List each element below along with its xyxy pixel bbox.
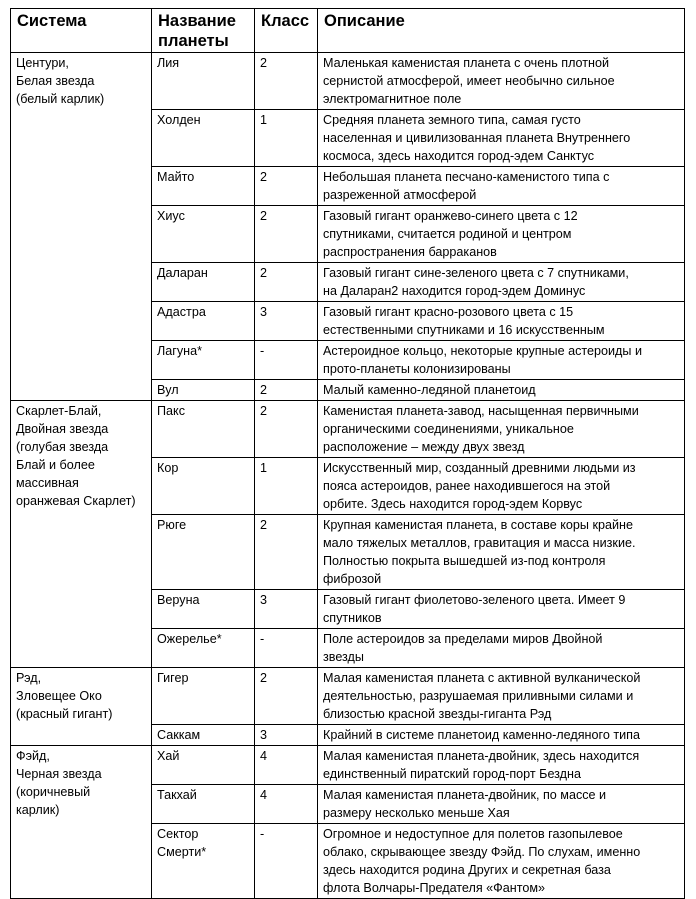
planet-description-cell bbox=[318, 53, 685, 110]
system-line: Блай и более bbox=[16, 458, 95, 472]
system-line: Двойная звезда bbox=[16, 422, 109, 436]
description-line: Малая каменистая планета с активной вулканической bbox=[323, 671, 641, 685]
planet-name: Холден bbox=[157, 113, 201, 127]
planet-name-cell bbox=[152, 380, 255, 401]
planet-name-cell bbox=[152, 458, 255, 515]
planet-class-cell: 2 bbox=[255, 401, 318, 458]
planet-class-cell: 4 bbox=[255, 746, 318, 785]
description-line: спутников bbox=[323, 611, 382, 625]
planet-name: Рюге bbox=[157, 518, 187, 532]
planet-description-cell bbox=[318, 746, 685, 785]
planet-description-cell bbox=[318, 167, 685, 206]
planet-class-cell: 3 bbox=[255, 590, 318, 629]
system-cell bbox=[11, 401, 152, 668]
planet-name-cell bbox=[152, 824, 255, 899]
system-line: Фэйд, bbox=[16, 749, 50, 763]
planet-name-cell bbox=[152, 302, 255, 341]
system-line: оранжевая Скарлет) bbox=[16, 494, 136, 508]
planet-class-cell: 3 bbox=[255, 725, 318, 746]
planet-description-cell bbox=[318, 785, 685, 824]
planet-class-cell: - bbox=[255, 824, 318, 899]
planet-name: Саккам bbox=[157, 728, 201, 742]
planet-description-cell bbox=[318, 629, 685, 668]
description-line: Газовый гигант красно-розового цвета с 15 bbox=[323, 305, 574, 319]
planet-name: Такхай bbox=[157, 788, 197, 802]
system-cell bbox=[11, 668, 152, 746]
planet-class-cell: - bbox=[255, 629, 318, 668]
description-line: распространения барраканов bbox=[323, 245, 497, 259]
header-row bbox=[11, 9, 685, 53]
description-line: облако, скрывающее звезду Фэйд. По слухам, именно bbox=[323, 845, 641, 859]
description-line: близостью красной звезды-гиганта Рэд bbox=[323, 707, 552, 721]
description-line: космоса, здесь находится город-эдем Санктус bbox=[323, 149, 595, 163]
description-line: на Даларан2 находится город-эдем Доминус bbox=[323, 284, 586, 298]
system-line: (коричневый bbox=[16, 785, 91, 799]
planet-name: Кор bbox=[157, 461, 179, 475]
planet-name-cell bbox=[152, 263, 255, 302]
system-line: (белый карлик) bbox=[16, 92, 105, 106]
system-line: (голубая звезда bbox=[16, 440, 109, 454]
system-line: Центури, bbox=[16, 56, 69, 70]
description-line: Средняя планета земного типа, самая густо bbox=[323, 113, 581, 127]
planet-name: Лагуна* bbox=[157, 344, 203, 358]
planet-name-cell bbox=[152, 110, 255, 167]
planet-name-cell bbox=[152, 725, 255, 746]
table-row bbox=[11, 668, 685, 725]
planet-description-cell bbox=[318, 263, 685, 302]
description-line: расположение – между двух звезд bbox=[323, 440, 525, 454]
system-line: (красный гигант) bbox=[16, 707, 113, 721]
planet-class-cell: 2 bbox=[255, 380, 318, 401]
description-line: Каменистая планета-завод, насыщенная первичными bbox=[323, 404, 639, 418]
description-line: Газовый гигант фиолетово-зеленого цвета. Имеет 9 bbox=[323, 593, 626, 607]
description-line: мало тяжелых металлов, гравитация и масса низкие. bbox=[323, 536, 636, 550]
planet-description-cell bbox=[318, 206, 685, 263]
planet-name: Адастра bbox=[157, 305, 206, 319]
description-line: Маленькая каменистая планета с очень плотной bbox=[323, 56, 610, 70]
planets-table bbox=[10, 8, 685, 899]
description-line: органическими соединениями, уникальное bbox=[323, 422, 574, 436]
table-row bbox=[11, 53, 685, 110]
description-line: звезды bbox=[323, 650, 364, 664]
planet-name-cell bbox=[152, 785, 255, 824]
planet-class-cell: 2 bbox=[255, 515, 318, 590]
description-line: пояса астероидов, ранее находившегося на этой bbox=[323, 479, 611, 493]
planet-class-cell: 3 bbox=[255, 302, 318, 341]
description-line: Небольшая планета песчано-каменистого типа с bbox=[323, 170, 610, 184]
header-planet-name bbox=[152, 9, 255, 53]
planet-name-cell bbox=[152, 668, 255, 725]
table-body bbox=[11, 53, 685, 899]
system-cell bbox=[11, 746, 152, 899]
description-line: флота Волчары-Предателя «Фантом» bbox=[323, 881, 546, 895]
description-line: разреженной атмосферой bbox=[323, 188, 477, 202]
header-planet-line1: Название bbox=[158, 12, 236, 30]
description-line: Малый каменно-ледяной планетоид bbox=[323, 383, 536, 397]
description-line: единственный пиратский город-порт Бездна bbox=[323, 767, 581, 781]
header-class: Класс bbox=[255, 9, 318, 53]
description-line: размеру несколько меньше Хая bbox=[323, 806, 510, 820]
planet-name-cell bbox=[152, 206, 255, 263]
description-line: Огромное и недоступное для полетов газопылевое bbox=[323, 827, 623, 841]
planet-name: Пакс bbox=[157, 404, 186, 418]
planet-name: Вул bbox=[157, 383, 179, 397]
description-line: Малая каменистая планета-двойник, здесь находится bbox=[323, 749, 640, 763]
header-system: Система bbox=[11, 9, 152, 53]
description-line: Астероидное кольцо, некоторые крупные астероиды и bbox=[323, 344, 642, 358]
planet-class-cell: 2 bbox=[255, 206, 318, 263]
planet-name: Сектор bbox=[157, 827, 199, 841]
system-line: Зловещее Око bbox=[16, 689, 102, 703]
system-cell bbox=[11, 53, 152, 401]
planet-description-cell bbox=[318, 590, 685, 629]
planet-name-cell bbox=[152, 629, 255, 668]
planet-description-cell bbox=[318, 668, 685, 725]
planet-description-cell bbox=[318, 341, 685, 380]
system-line: Рэд, bbox=[16, 671, 42, 685]
planet-name-cell bbox=[152, 167, 255, 206]
planet-name: Хиус bbox=[157, 209, 185, 223]
planet-description-cell bbox=[318, 515, 685, 590]
description-line: прото-планеты колонизированы bbox=[323, 362, 511, 376]
planet-name-cell bbox=[152, 515, 255, 590]
description-line: Искусственный мир, созданный древними людьми из bbox=[323, 461, 636, 475]
planet-class-cell: 2 bbox=[255, 53, 318, 110]
description-line: населенная и цивилизованная планета Внутреннего bbox=[323, 131, 631, 145]
description-line: Крайний в системе планетоид каменно-ледяного типа bbox=[323, 728, 640, 742]
description-line: спутниками, считается родиной и центром bbox=[323, 227, 572, 241]
header-planet-line2: планеты bbox=[158, 32, 229, 50]
description-line: Газовый гигант оранжево-синего цвета с 12 bbox=[323, 209, 578, 223]
planet-description-cell bbox=[318, 458, 685, 515]
planet-class-cell: 1 bbox=[255, 110, 318, 167]
description-line: Полностью покрыта вышедшей из-под контроля bbox=[323, 554, 606, 568]
planet-class-cell: 4 bbox=[255, 785, 318, 824]
planet-name: Хай bbox=[157, 749, 180, 763]
description-line: Газовый гигант сине-зеленого цвета с 7 спутниками, bbox=[323, 266, 629, 280]
system-line: Скарлет-Блай, bbox=[16, 404, 102, 418]
planet-name: Гигер bbox=[157, 671, 189, 685]
planet-name-cell bbox=[152, 590, 255, 629]
planet-name: Смерти* bbox=[157, 845, 207, 859]
system-line: Белая звезда bbox=[16, 74, 95, 88]
description-line: электромагнитное поле bbox=[323, 92, 462, 106]
planet-class-cell: 1 bbox=[255, 458, 318, 515]
description-line: фиброзой bbox=[323, 572, 382, 586]
planet-description-cell bbox=[318, 824, 685, 899]
description-line: Крупная каменистая планета, в составе коры крайне bbox=[323, 518, 633, 532]
planet-class-cell: 2 bbox=[255, 668, 318, 725]
description-line: деятельностью, разрушаемая приливными силами и bbox=[323, 689, 634, 703]
system-line: Черная звезда bbox=[16, 767, 102, 781]
planet-description-cell bbox=[318, 302, 685, 341]
planet-name: Веруна bbox=[157, 593, 200, 607]
planet-name: Майто bbox=[157, 170, 195, 184]
planet-name-cell bbox=[152, 53, 255, 110]
planet-description-cell bbox=[318, 380, 685, 401]
planet-name: Даларан bbox=[157, 266, 208, 280]
system-line: карлик) bbox=[16, 803, 60, 817]
planet-name-cell bbox=[152, 746, 255, 785]
planet-description-cell bbox=[318, 110, 685, 167]
table-row bbox=[11, 746, 685, 785]
description-line: здесь находится родина Других и секретная база bbox=[323, 863, 611, 877]
description-line: орбите. Здесь находится город-эдем Корвус bbox=[323, 497, 583, 511]
description-line: сернистой атмосферой, имеет необычно сильное bbox=[323, 74, 615, 88]
planet-class-cell: 2 bbox=[255, 167, 318, 206]
description-line: Поле астероидов за пределами миров Двойной bbox=[323, 632, 603, 646]
planet-description-cell bbox=[318, 401, 685, 458]
planet-description-cell bbox=[318, 725, 685, 746]
planet-class-cell: 2 bbox=[255, 263, 318, 302]
system-line: массивная bbox=[16, 476, 79, 490]
header-description: Описание bbox=[318, 9, 685, 53]
planet-class-cell: - bbox=[255, 341, 318, 380]
description-line: естественными спутниками и 16 искусственным bbox=[323, 323, 605, 337]
description-line: Малая каменистая планета-двойник, по массе и bbox=[323, 788, 607, 802]
table-row bbox=[11, 401, 685, 458]
planet-name-cell bbox=[152, 341, 255, 380]
planet-name: Лия bbox=[157, 56, 180, 70]
planet-name-cell bbox=[152, 401, 255, 458]
planet-name: Ожерелье* bbox=[157, 632, 222, 646]
